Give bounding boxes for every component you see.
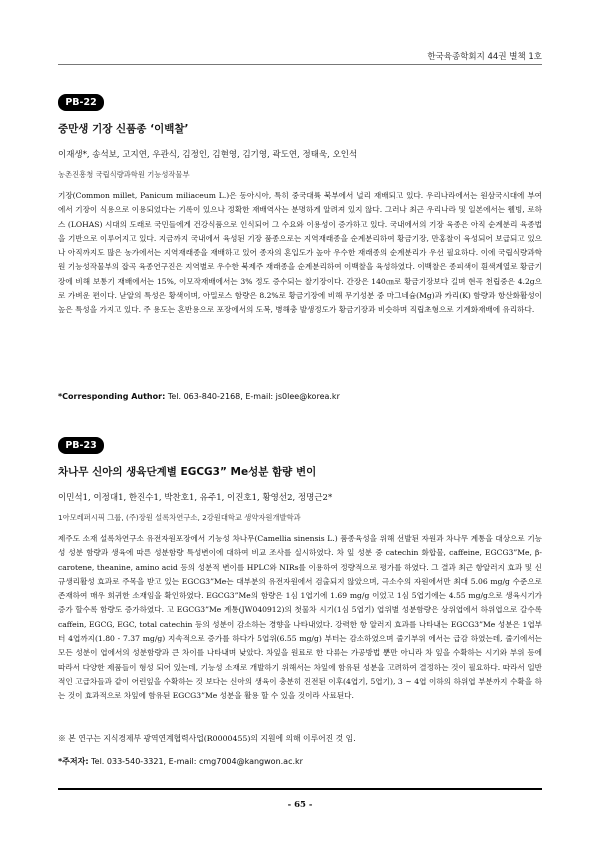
corresponding-label: *Corresponding Author:	[58, 392, 166, 401]
header-rule	[58, 64, 542, 65]
abstract-affiliation: 1아모레퍼시픽 그룹, (주)장원 설록차연구소, 2강원대학교 생약자원개발학과	[58, 513, 301, 522]
abstract-title: 중만생 기장 신품종 ‘이백찰’	[58, 123, 189, 135]
abstract-affiliation: 농촌진흥청 국립식량과학원 기능성작물부	[58, 170, 190, 179]
corresponding-author	[58, 756, 542, 767]
footer-rule	[58, 788, 542, 790]
abstract-authors: 이재생*, 송석보, 고지연, 우관식, 김정인, 김현영, 김기영, 곽도연, 정태욱, 오인석	[58, 150, 358, 160]
running-head: 한국육종학회지 44권 별책 1호	[427, 52, 542, 62]
abstract-id-badge: PB-23	[58, 437, 104, 454]
page-number: - 65 -	[287, 800, 313, 810]
acknowledgement: ※ 본 연구는 지식경제부 광역연계협력사업(R0000455)의 지원에 의해 이루어진 것 임.	[58, 734, 356, 743]
corresponding-contact: Tel. 063-840-2168, E-mail: js0lee@korea.kr	[167, 392, 340, 401]
abstract-authors: 이민석1, 이정대1, 한진수1, 박찬호1, 유주1, 이진호1, 황영선2, 정명근2*	[58, 493, 333, 503]
corresponding-author	[58, 392, 542, 401]
corresponding-label: *주저자:	[58, 757, 89, 766]
corresponding-contact: Tel. 033-540-3321, E-mail: cmg7004@kangwon.ac.kr	[91, 757, 303, 766]
abstract-body: 제주도 소재 설록차연구소 유전자원포장에서 기능성 차나무(Camellia sinensis L.) 품종육성을 위해 선발된 자원과 차나무 계통을 대상으로 기능성 성분 함량과 생육에 따른 성분함량 특성변이에 대하여 비교 조사를 실시하였다. 차 잎 성분 중 catechin 화합물, caffeine, EGCG3”Me, β-carotene, theanine, amino acid 등의 성분적 변이를 HPLC와 NIRs를 이용하여 정량적으로 평가를 하였다. 그 결과 최근 항알러지 효과 및 신규생리활성 효과로 주목을 받고 있는 EGCG3”Me는 대부분의 유전자원에서 검출되지 않았으며, 극소수의 자원에서만 최대 5.06 mg/g 수준으로 존재하여 매우 희귀한 소재임을 확인하였다. EGCG3”Me의 함량은 1심 1엽기에 1.69 mg/g 이었고 1심 5엽기에는 4.55 mg/g으로 생육시기가 증가 할수록 함량도 증가하였다. 고 EGCG3”Me 계통(JW040912)의 첫물차 시기(1심 5엽기) 엽위별 성분함량은 상위엽에서 하위엽으로 갈수록 caffein, EGCG, EGC, total catechin 등의 성분이 감소하는 경향을 나타내었다. 강력한 항 알러지 효과를 나타내는 EGCG3”Me 성분은 1엽부터 4엽까지(1.80 - 7.37 mg/g) 지속적으로 증가를 하다가 5엽위(6.55 mg/g) 부터는 감소하였으며 줄기부위 에서는 급감 하였는데, 줄기에서는 모든 성분이 엽에서의 성분함량과 큰 차이를 나타내며 낮았다. 차잎을 원료로 한 다류는 가공방법 뿐만 아니라 차 잎을 수확하는 시기와 부위 등에 따라서 다양한 제품들이 형성 되어 있는데, 기능성 소재로 개발하기 위해서는 차잎에 함유된 성분을 고려하여 결정하는 것이 필요하다. 따라서 일반적인 고급차들과 같이 어린잎을 수확하는 것 보다는 신아의 생육이 충분히 진전된 이후(4엽기, 5엽기), 3 ~ 4엽 이하의 하위엽 부분까지 수확을 하는 것이 효과적으로 차잎에 함유된 EGCG3”Me 성분을 활용 할 수 있을 것이라 사료된다.	[58, 534, 542, 701]
abstract-title: 차나무 신아의 생육단계별 EGCG3” Me성분 함량 변이	[58, 466, 317, 478]
abstract-id-badge: PB-22	[58, 94, 104, 111]
abstract-body: 기장(Common millet, Panicum miliaceum L.)은 동아시아, 특히 중국대륙 북부에서 널리 재배되고 있다. 우리나라에서는 원삼국시대에 부여에서 기장이 식용으로 이용되었다는 기록이 있으나 정확한 재배역사는 분명하게 알려져 있지 않다. 그러나 최근 우리나라 및 일본에서는 웰빙, 로하스 (LOHAS) 시대의 도래로 국민들에게 건강식품으로 인식되어 그 수요와 이용성이 증가하고 있다. 국내에서의 기장 육종은 아직 순계분리 육종법을 기반으로 이루어지고 있다. 지금까지 국내에서 육성된 기장 품종으로는 지역재래종을 순계분리하여 황금기장, 만홍찰이 육성되어 보급되고 있으나 아직까지도 많은 농가에서는 지역재래종을 재배하고 있어 종자의 혼입도가 높아 우수한 재래종의 순계분리가 우선 필요하다. 이에 국립식량과학원 기능성작물부의 잡곡 육종연구진은 지역별로 우수한 북제주 재래종을 순계분리하여 이백찰을 육성하였다. 이백찰은 종피색이 흰색계열로 황금기장에 비해 보통기 재배에서는 15%, 이모작재배에서는 3% 정도 증수되는 찰기장이다. 간장은 140㎝로 황금기장보다 길며 현곡 천립중은 4.2g으로 가벼운 편이다. 낟알의 특성은 황색이며, 아밀로스 함량은 8.2%로 황금기장에 비해 무기성분 중 마그네슘(Mg)과 카리(K) 함량과 항산화활성이 높은 특성을 가지고 있다. 주 용도는 혼반용으로 포장에서의 도복, 병해충 발생정도가 황금기장과 비슷하며 직립초형으로 기계화재배에 유리하다.	[58, 191, 542, 315]
